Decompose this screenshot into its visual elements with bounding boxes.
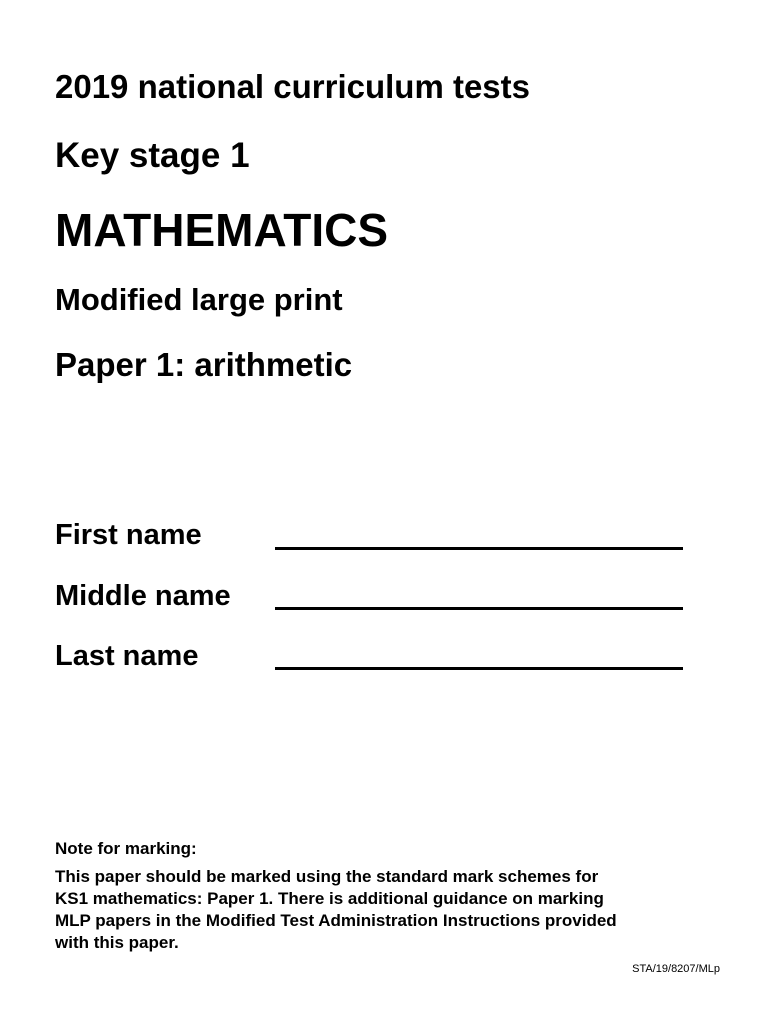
- format-heading: Modified large print: [55, 282, 343, 317]
- last-name-label: Last name: [55, 640, 199, 672]
- document-code: STA/19/8207/MLp: [632, 963, 720, 975]
- subject-heading: MATHEMATICS: [55, 204, 389, 256]
- paper-heading: Paper 1: arithmetic: [55, 346, 353, 383]
- middle-name-label: Middle name: [55, 580, 231, 612]
- key-stage-heading: Key stage 1: [55, 136, 250, 175]
- tests-title: 2019 national curriculum tests: [55, 68, 531, 105]
- marking-note-title: Note for marking:: [55, 839, 197, 858]
- marking-note-body: This paper should be marked using the standard mark schemes for KS1 mathematics: Paper 1. There is additional guidance on marking MLP papers in the Modified Test Administration Instructions provided with this paper.: [55, 867, 617, 952]
- last-name-line[interactable]: [275, 667, 683, 670]
- first-name-label: First name: [55, 519, 202, 551]
- first-name-line[interactable]: [275, 547, 683, 550]
- middle-name-line[interactable]: [275, 607, 683, 610]
